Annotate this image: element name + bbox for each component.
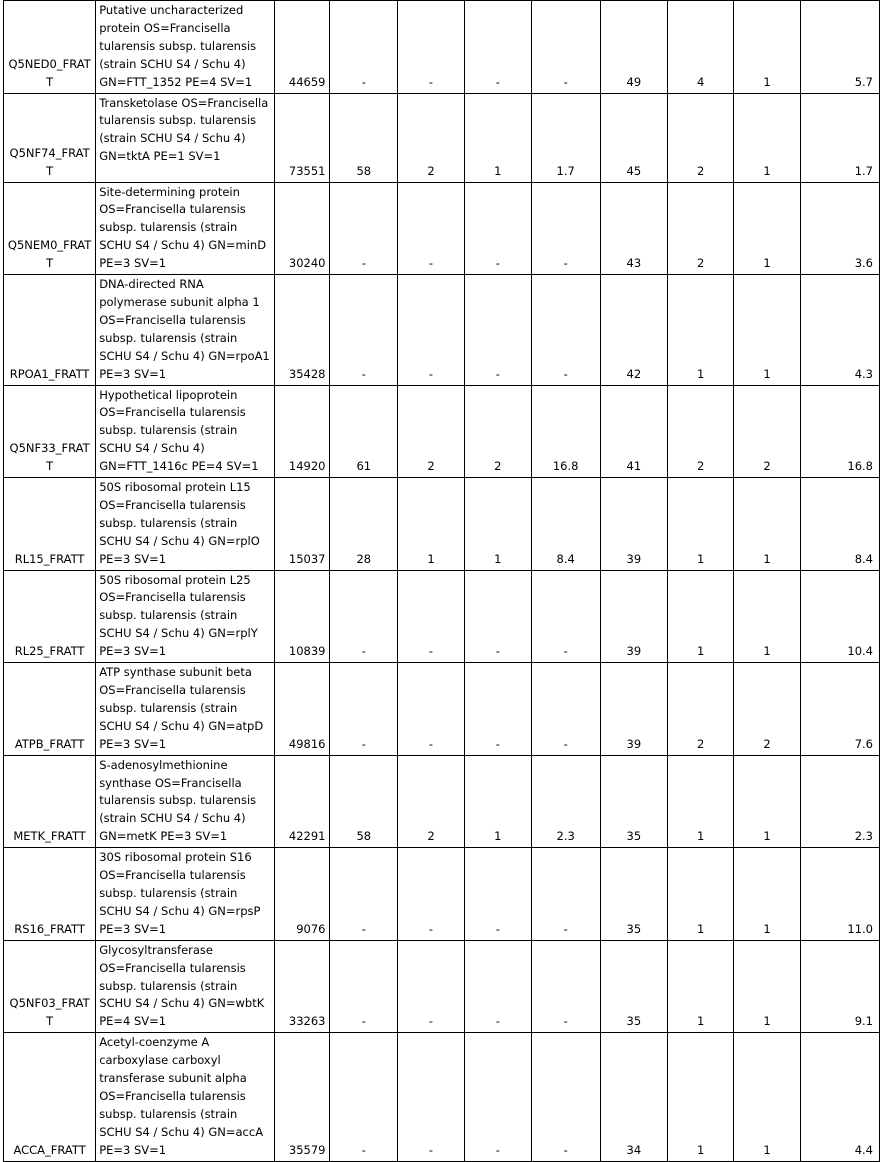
value-cell-2: -	[398, 1, 465, 94]
value-cell-6: 2	[668, 663, 734, 756]
value-cell-3: -	[464, 182, 531, 275]
value-cell-5: 35	[600, 848, 668, 941]
molecular-weight-cell: 35579	[274, 1033, 330, 1161]
protein-description-cell: Glycosyltransferase OS=Francisella tularensis subsp. tularensis (strain SCHU S4 / Schu 4) GN=wbtK PE=4 SV=1	[96, 940, 275, 1033]
protein-id-cell: ACCA_FRATT	[4, 1033, 96, 1161]
value-cell-4: -	[531, 570, 600, 663]
protein-id-cell: RS16_FRATT	[4, 848, 96, 941]
value-cell-7: 1	[734, 1033, 801, 1161]
value-cell-6: 4	[668, 1, 734, 94]
value-cell-3: -	[464, 275, 531, 385]
value-cell-4: 1.7	[531, 93, 600, 182]
value-cell-3: -	[464, 1, 531, 94]
value-cell-6: 1	[668, 755, 734, 848]
value-cell-6: 2	[668, 385, 734, 478]
protein-id-cell: Q5NF33_FRATT	[4, 385, 96, 478]
molecular-weight-cell: 15037	[274, 478, 330, 571]
value-cell-6: 1	[668, 940, 734, 1033]
value-cell-7: 1	[734, 1, 801, 94]
value-cell-6: 2	[668, 93, 734, 182]
value-cell-8: 4.3	[800, 275, 879, 385]
value-cell-5: 42	[600, 275, 668, 385]
protein-description-cell: Acetyl-coenzyme A carboxylase carboxyl transferase subunit alpha OS=Francisella tularensis subsp. tularensis (strain SCHU S4 / Schu 4) GN=accA PE=3 SV=1	[96, 1033, 275, 1161]
value-cell-4: -	[531, 182, 600, 275]
value-cell-3: -	[464, 570, 531, 663]
value-cell-1: -	[330, 570, 398, 663]
protein-description-cell: Transketolase OS=Francisella tularensis subsp. tularensis (strain SCHU S4 / Schu 4) GN=tktA PE=1 SV=1	[96, 93, 275, 182]
molecular-weight-cell: 10839	[274, 570, 330, 663]
table-row	[4, 848, 880, 941]
value-cell-1: 28	[330, 478, 398, 571]
molecular-weight-cell: 33263	[274, 940, 330, 1033]
value-cell-1: -	[330, 848, 398, 941]
molecular-weight-cell: 9076	[274, 848, 330, 941]
table-row	[4, 1, 880, 94]
protein-description-cell: Hypothetical lipoprotein OS=Francisella tularensis subsp. tularensis (strain SCHU S4 / Schu 4) GN=FTT_1416c PE=4 SV=1	[96, 385, 275, 478]
value-cell-5: 43	[600, 182, 668, 275]
table-row	[4, 1033, 880, 1161]
value-cell-3: -	[464, 663, 531, 756]
protein-description-cell: 50S ribosomal protein L25 OS=Francisella tularensis subsp. tularensis (strain SCHU S4 / Schu 4) GN=rplY PE=3 SV=1	[96, 570, 275, 663]
value-cell-1: 58	[330, 93, 398, 182]
protein-id-cell: RPOA1_FRATT	[4, 275, 96, 385]
molecular-weight-cell: 42291	[274, 755, 330, 848]
value-cell-8: 16.8	[800, 385, 879, 478]
value-cell-1: 61	[330, 385, 398, 478]
protein-description-cell: DNA-directed RNA polymerase subunit alpha 1 OS=Francisella tularensis subsp. tularensis (strain SCHU S4 / Schu 4) GN=rpoA1 PE=3 SV=1	[96, 275, 275, 385]
value-cell-5: 49	[600, 1, 668, 94]
molecular-weight-cell: 30240	[274, 182, 330, 275]
value-cell-5: 39	[600, 478, 668, 571]
protein-table	[3, 0, 880, 1162]
value-cell-5: 35	[600, 940, 668, 1033]
protein-description-cell: S-adenosylmethionine synthase OS=Francisella tularensis subsp. tularensis (strain SCHU S4 / Schu 4) GN=metK PE=3 SV=1	[96, 755, 275, 848]
value-cell-7: 1	[734, 848, 801, 941]
value-cell-7: 2	[734, 663, 801, 756]
value-cell-2: -	[398, 275, 465, 385]
table-row	[4, 182, 880, 275]
value-cell-4: -	[531, 663, 600, 756]
table-row	[4, 570, 880, 663]
value-cell-1: 58	[330, 755, 398, 848]
value-cell-7: 1	[734, 93, 801, 182]
protein-description-cell: 30S ribosomal protein S16 OS=Francisella tularensis subsp. tularensis (strain SCHU S4 / Schu 4) GN=rpsP PE=3 SV=1	[96, 848, 275, 941]
table-row	[4, 275, 880, 385]
molecular-weight-cell: 44659	[274, 1, 330, 94]
value-cell-6: 1	[668, 570, 734, 663]
protein-id-cell: ATPB_FRATT	[4, 663, 96, 756]
value-cell-1: -	[330, 182, 398, 275]
protein-description-cell: ATP synthase subunit beta OS=Francisella tularensis subsp. tularensis (strain SCHU S4 / Schu 4) GN=atpD PE=3 SV=1	[96, 663, 275, 756]
value-cell-7: 1	[734, 275, 801, 385]
value-cell-7: 1	[734, 570, 801, 663]
value-cell-5: 45	[600, 93, 668, 182]
value-cell-4: 2.3	[531, 755, 600, 848]
molecular-weight-cell: 49816	[274, 663, 330, 756]
value-cell-3: 1	[464, 478, 531, 571]
value-cell-5: 39	[600, 663, 668, 756]
value-cell-4: -	[531, 1033, 600, 1161]
value-cell-4: -	[531, 275, 600, 385]
value-cell-8: 1.7	[800, 93, 879, 182]
table-row	[4, 755, 880, 848]
value-cell-2: -	[398, 663, 465, 756]
value-cell-2: -	[398, 182, 465, 275]
value-cell-5: 41	[600, 385, 668, 478]
protein-id-cell: Q5NEM0_FRATT	[4, 182, 96, 275]
value-cell-3: -	[464, 940, 531, 1033]
protein-description-cell: 50S ribosomal protein L15 OS=Francisella tularensis subsp. tularensis (strain SCHU S4 / Schu 4) GN=rplO PE=3 SV=1	[96, 478, 275, 571]
value-cell-8: 3.6	[800, 182, 879, 275]
protein-description-cell: Site-determining protein OS=Francisella tularensis subsp. tularensis (strain SCHU S4 / Schu 4) GN=minD PE=3 SV=1	[96, 182, 275, 275]
table-row	[4, 93, 880, 182]
protein-id-cell: RL25_FRATT	[4, 570, 96, 663]
value-cell-2: 2	[398, 93, 465, 182]
value-cell-3: -	[464, 848, 531, 941]
value-cell-8: 8.4	[800, 478, 879, 571]
value-cell-4: 8.4	[531, 478, 600, 571]
value-cell-3: 1	[464, 755, 531, 848]
value-cell-8: 9.1	[800, 940, 879, 1033]
protein-id-cell: Q5NF74_FRATT	[4, 93, 96, 182]
value-cell-8: 10.4	[800, 570, 879, 663]
value-cell-1: -	[330, 663, 398, 756]
value-cell-8: 7.6	[800, 663, 879, 756]
value-cell-2: 2	[398, 385, 465, 478]
value-cell-2: 1	[398, 478, 465, 571]
value-cell-4: 16.8	[531, 385, 600, 478]
value-cell-3: -	[464, 1033, 531, 1161]
value-cell-2: -	[398, 570, 465, 663]
value-cell-2: 2	[398, 755, 465, 848]
protein-id-cell: RL15_FRATT	[4, 478, 96, 571]
molecular-weight-cell: 14920	[274, 385, 330, 478]
table-row	[4, 940, 880, 1033]
value-cell-6: 2	[668, 182, 734, 275]
value-cell-1: -	[330, 940, 398, 1033]
protein-id-cell: Q5NED0_FRATT	[4, 1, 96, 94]
value-cell-7: 2	[734, 385, 801, 478]
value-cell-1: -	[330, 1, 398, 94]
value-cell-2: -	[398, 940, 465, 1033]
value-cell-7: 1	[734, 182, 801, 275]
value-cell-3: 2	[464, 385, 531, 478]
molecular-weight-cell: 35428	[274, 275, 330, 385]
protein-description-cell: Putative uncharacterized protein OS=Francisella tularensis subsp. tularensis (strain SCHU S4 / Schu 4) GN=FTT_1352 PE=4 SV=1	[96, 1, 275, 94]
table-body	[4, 1, 880, 1162]
value-cell-4: -	[531, 848, 600, 941]
value-cell-6: 1	[668, 478, 734, 571]
protein-id-cell: Q5NF03_FRATT	[4, 940, 96, 1033]
molecular-weight-cell: 73551	[274, 93, 330, 182]
value-cell-7: 1	[734, 755, 801, 848]
value-cell-5: 35	[600, 755, 668, 848]
value-cell-6: 1	[668, 275, 734, 385]
value-cell-7: 1	[734, 478, 801, 571]
value-cell-6: 1	[668, 848, 734, 941]
value-cell-5: 34	[600, 1033, 668, 1161]
value-cell-8: 11.0	[800, 848, 879, 941]
value-cell-6: 1	[668, 1033, 734, 1161]
value-cell-2: -	[398, 848, 465, 941]
table-row	[4, 478, 880, 571]
value-cell-8: 4.4	[800, 1033, 879, 1161]
value-cell-5: 39	[600, 570, 668, 663]
value-cell-2: -	[398, 1033, 465, 1161]
value-cell-1: -	[330, 1033, 398, 1161]
value-cell-8: 5.7	[800, 1, 879, 94]
value-cell-4: -	[531, 940, 600, 1033]
value-cell-8: 2.3	[800, 755, 879, 848]
value-cell-4: -	[531, 1, 600, 94]
table-row	[4, 385, 880, 478]
value-cell-3: 1	[464, 93, 531, 182]
table-row	[4, 663, 880, 756]
value-cell-7: 1	[734, 940, 801, 1033]
protein-id-cell: METK_FRATT	[4, 755, 96, 848]
value-cell-1: -	[330, 275, 398, 385]
